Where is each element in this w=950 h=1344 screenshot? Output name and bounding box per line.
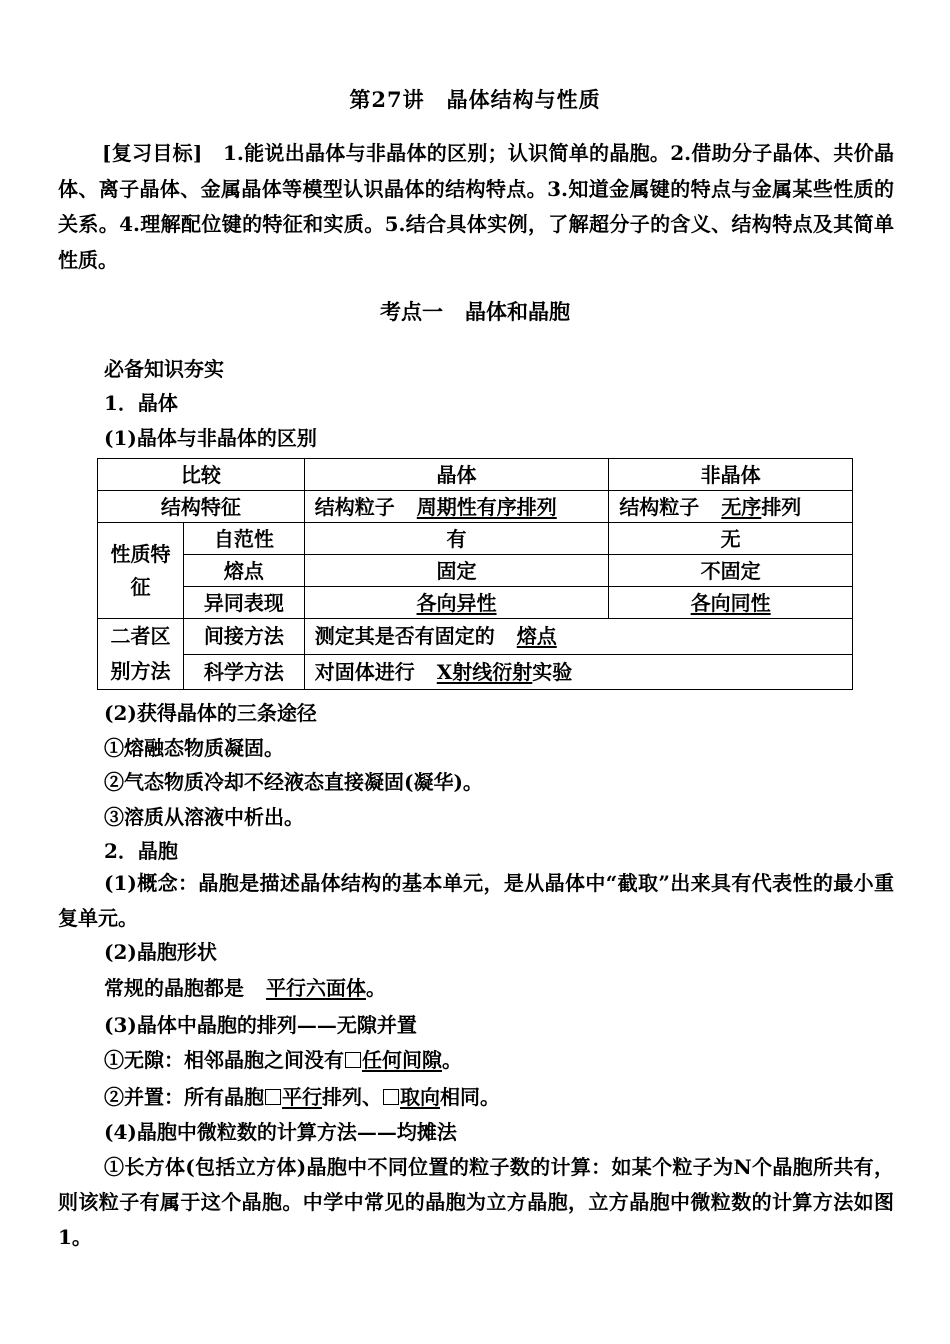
table-row — [98, 587, 853, 619]
heading-cell-shape: (2)晶胞形状 — [104, 940, 217, 964]
header-compare: 比较 — [98, 459, 305, 491]
row-label-self-shaping: 自范性 — [183, 523, 304, 555]
cell-text: 对固体进行 — [314, 659, 415, 684]
lecture-title — [0, 84, 950, 114]
cell-noncrystal-structure — [609, 491, 853, 523]
cell-text: 排列 — [761, 494, 802, 519]
heading-cell-arrangement: (3)晶体中晶胞的排列——无隙并置 — [104, 1013, 417, 1037]
body-text: 相同。 — [440, 1085, 500, 1109]
heading-unit-cell: 2．晶胞 — [104, 839, 178, 863]
blank-box-icon — [383, 1089, 399, 1105]
review-objectives: [复习目标] 1.能说出晶体与非晶体的区别；认识简单的晶胞。2.借助分子晶体、共价晶体、离子晶体、金属晶体等模型认识晶体的结构特点。3.知道金属键的特点与金属某些性质的关系。4.理解配位键的特征和实质。5.结合具体实例，了解超分子的含义、结构特点及其简单性质。 — [58, 141, 894, 272]
unit-cell-concept: (1)概念：晶胞是描述晶体结构的基本单元，是从晶体中“截取”出来具有代表性的最小重复单元。 — [58, 871, 894, 930]
table-row — [98, 654, 853, 690]
table-row — [98, 491, 853, 523]
row-label-structure: 结构特征 — [98, 491, 305, 523]
way-1: ①熔融态物质凝固。 — [104, 736, 284, 760]
lecture-topic: 晶体结构与性质 — [446, 87, 601, 112]
answer-text: 各向异性 — [416, 590, 497, 615]
answer-text: 取向 — [400, 1085, 440, 1109]
parallel-text — [58, 1080, 940, 1114]
section-name: 晶体和晶胞 — [465, 299, 570, 324]
table-row — [98, 459, 853, 491]
way-3: ③溶质从溶液中析出。 — [104, 805, 304, 829]
section-label: 考点一 — [380, 299, 443, 324]
cell-crystal-melting-point: 固定 — [304, 555, 609, 587]
comparison-table — [97, 458, 853, 690]
row-label-melting-point: 熔点 — [183, 555, 304, 587]
group-label-methods: 二者区别方法 — [98, 619, 184, 690]
cell-noncrystal-melting-point: 不固定 — [609, 555, 853, 587]
row-label-indirect: 间接方法 — [183, 619, 304, 655]
row-label-anisotropy: 异同表现 — [183, 587, 304, 619]
answer-text: 周期性有序排列 — [416, 494, 557, 519]
answer-text: 任何间隙 — [362, 1048, 442, 1072]
cell-shape-text — [58, 971, 940, 1005]
body-text: 常规的晶胞都是 — [104, 976, 244, 1000]
lecture-number: 第27讲 — [349, 87, 425, 112]
cell-text: 实验 — [532, 659, 573, 684]
knowledge-heading: 必备知识夯实 — [104, 357, 224, 381]
group-label-properties: 性质特征 — [98, 523, 184, 619]
cell-text: 测定其是否有固定的 — [314, 624, 495, 649]
no-gap-text — [58, 1043, 940, 1077]
header-crystal: 晶体 — [304, 459, 609, 491]
cell-crystal-structure — [304, 491, 609, 523]
heading-three-ways: (2)获得晶体的三条途径 — [104, 701, 317, 725]
section-heading — [0, 296, 950, 326]
cell-text: 结构粒子 — [314, 494, 395, 519]
cell-scientific-method — [304, 654, 852, 690]
body-text: 。 — [366, 976, 386, 1000]
cell-text: 结构粒子 — [619, 494, 700, 519]
cell-indirect-method — [304, 619, 852, 655]
cell-crystal-anisotropy — [304, 587, 609, 619]
answer-text: X射线衍射 — [436, 659, 533, 684]
answer-text: 无序 — [721, 494, 762, 519]
cell-noncrystal-self-shaping: 无 — [609, 523, 853, 555]
cell-noncrystal-anisotropy — [609, 587, 853, 619]
table-row — [98, 619, 853, 655]
body-text: ①无隙：相邻晶胞之间没有 — [104, 1048, 344, 1072]
table-row — [98, 523, 853, 555]
counting-explanation: ①长方体(包括立方体)晶胞中不同位置的粒子数的计算：如某个粒子为N个晶胞所共有，则该粒子有属于这个晶胞。中学中常见的晶胞为立方晶胞，立方晶胞中微粒数的计算方法如图1。 — [58, 1155, 894, 1249]
cell-crystal-self-shaping: 有 — [304, 523, 609, 555]
blank-box-icon — [265, 1089, 281, 1105]
header-noncrystal: 非晶体 — [609, 459, 853, 491]
answer-text: 平行 — [282, 1085, 322, 1109]
way-2: ②气态物质冷却不经液态直接凝固(凝华)。 — [104, 770, 483, 794]
body-text: ②并置：所有晶胞 — [104, 1085, 264, 1109]
heading-counting-method: (4)晶胞中微粒数的计算方法——均摊法 — [104, 1120, 457, 1144]
answer-text: 平行六面体 — [266, 976, 366, 1000]
answer-text: 各向同性 — [690, 590, 771, 615]
table-row — [98, 555, 853, 587]
body-text: 。 — [442, 1048, 462, 1072]
heading-crystal: 1．晶体 — [104, 391, 178, 415]
answer-text: 熔点 — [516, 624, 557, 649]
blank-box-icon — [345, 1052, 361, 1068]
heading-crystal-vs-noncrystal: (1)晶体与非晶体的区别 — [104, 426, 317, 450]
body-text: 排列、 — [322, 1085, 382, 1109]
row-label-scientific: 科学方法 — [183, 654, 304, 690]
